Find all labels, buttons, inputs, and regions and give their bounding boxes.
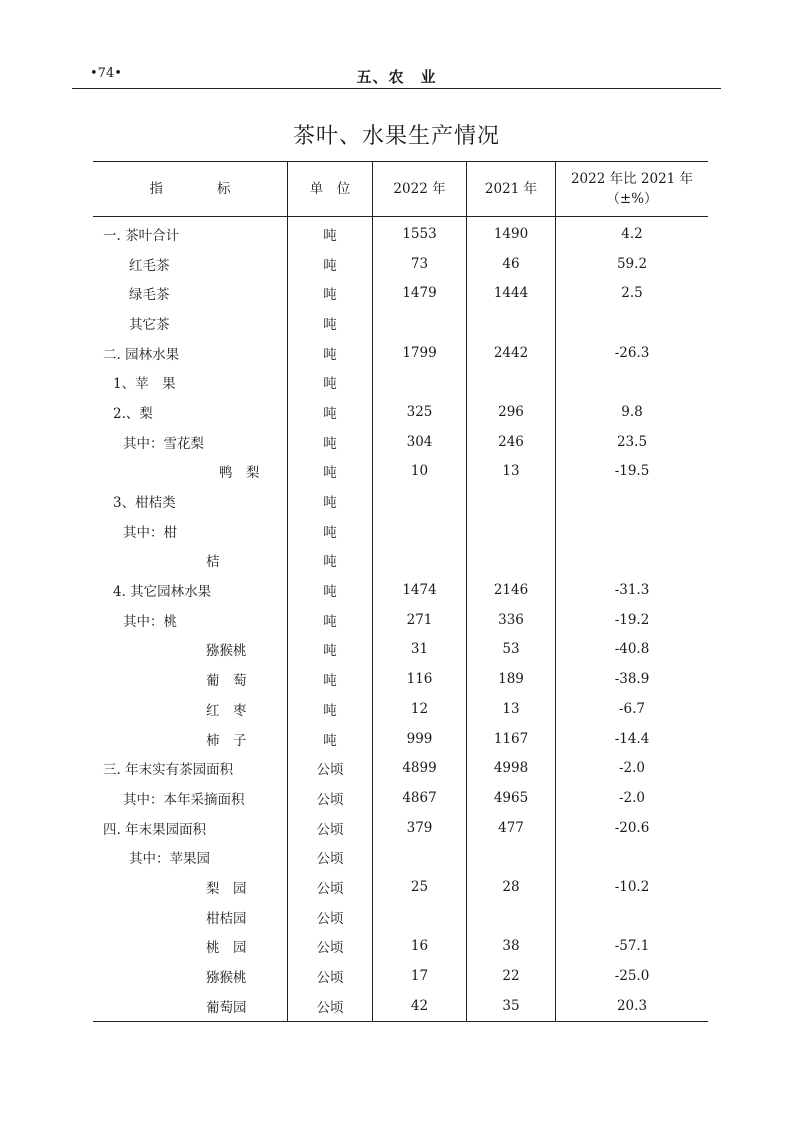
row-value-2022: 304 [373,427,467,457]
row-label: 其它茶 [129,316,170,333]
table-row [93,783,708,813]
row-value-2021: 46 [467,249,556,279]
table-row [93,486,708,516]
row-label: 其中：雪花梨 [123,435,204,452]
row-label: 3、柑桔类 [113,495,176,512]
header-change [556,162,709,217]
row-value-2021: 477 [467,813,556,843]
row-value-2021: 28 [467,872,556,902]
row-change: 2.5 [556,278,709,308]
row-change [556,486,709,516]
header-indicator: 指 标 [93,162,288,217]
row-value-2022: 379 [373,813,467,843]
row-value-2022: 1474 [373,575,467,605]
row-change: -2.0 [556,753,709,783]
table-row [93,842,708,872]
row-value-2021 [467,367,556,397]
header-change-line2: （±%） [606,191,658,207]
row-value-2022: 10 [373,457,467,487]
row-value-2022: 1799 [373,338,467,368]
row-unit: 吨 [288,664,373,694]
row-label: 二. 园林水果 [103,346,180,363]
row-label: 桔 [206,554,220,571]
row-unit: 吨 [288,338,373,368]
table-row [93,753,708,783]
row-label: 其中：本年采摘面积 [123,791,245,808]
table-row [93,278,708,308]
row-change: -19.5 [556,457,709,487]
row-unit: 公顷 [288,932,373,962]
row-value-2021: 13 [467,694,556,724]
row-label: 三. 年末实有茶园面积 [103,762,234,779]
row-label: 其中：桃 [123,613,177,630]
row-value-2021: 1167 [467,724,556,754]
table-row [93,694,708,724]
row-label: 猕猴桃 [206,970,247,987]
table-row [93,516,708,546]
row-unit: 吨 [288,457,373,487]
row-change [556,308,709,338]
table-row [93,308,708,338]
row-value-2022: 31 [373,635,467,665]
table-row [93,427,708,457]
row-label: 绿毛茶 [129,287,170,304]
row-change: -6.7 [556,694,709,724]
row-unit: 公顷 [288,813,373,843]
row-value-2022: 4867 [373,783,467,813]
row-label: 葡 萄 [206,673,247,690]
row-value-2022: 12 [373,694,467,724]
row-value-2022: 1553 [373,217,467,249]
row-change: 9.8 [556,397,709,427]
row-value-2022 [373,546,467,576]
row-value-2021: 296 [467,397,556,427]
row-unit: 吨 [288,308,373,338]
row-unit: 吨 [288,605,373,635]
row-value-2022 [373,486,467,516]
page-number: •74• [90,66,122,81]
table-row [93,872,708,902]
row-label: 4. 其它园林水果 [113,584,212,601]
row-value-2021: 189 [467,664,556,694]
row-value-2022: 999 [373,724,467,754]
row-value-2021 [467,546,556,576]
row-unit: 吨 [288,249,373,279]
row-value-2022: 25 [373,872,467,902]
row-value-2022 [373,842,467,872]
row-value-2021: 53 [467,635,556,665]
row-change: -14.4 [556,724,709,754]
row-change: -38.9 [556,664,709,694]
row-value-2021: 38 [467,932,556,962]
header-2021: 2021 年 [467,162,556,217]
row-label: 葡萄园 [93,991,288,1021]
row-label: 猕猴桃 [206,643,247,660]
row-unit: 公顷 [288,872,373,902]
row-change: -31.3 [556,575,709,605]
header-rule [72,88,721,89]
table-row [93,457,708,487]
row-unit: 吨 [288,575,373,605]
row-value-2021 [467,516,556,546]
row-change [556,546,709,576]
row-unit: 吨 [288,367,373,397]
row-label: 鸭 梨 [219,465,260,482]
row-unit: 公顷 [288,753,373,783]
row-value-2022 [373,902,467,932]
row-unit: 公顷 [288,991,373,1021]
row-value-2022: 1479 [373,278,467,308]
table-header-row [93,162,708,217]
table-row [93,902,708,932]
table-row [93,932,708,962]
row-label: 柿 子 [206,732,247,749]
row-change: -20.6 [556,813,709,843]
row-unit: 吨 [288,724,373,754]
row-value-2022: 4899 [373,753,467,783]
table-row [93,546,708,576]
row-value-2021: 336 [467,605,556,635]
row-value-2021: 4998 [467,753,556,783]
row-label: 一. 茶叶合计 [103,227,180,244]
table-row [93,397,708,427]
row-change: 59.2 [556,249,709,279]
table-row [93,724,708,754]
row-value-2022: 16 [373,932,467,962]
row-label: 红毛茶 [129,257,170,274]
row-value-2021 [467,486,556,516]
row-unit: 公顷 [288,842,373,872]
table-row [93,367,708,397]
row-value-2021: 1490 [467,217,556,249]
row-unit: 吨 [288,516,373,546]
section-title: 五、农 业 [356,68,437,86]
row-change [556,842,709,872]
table-row [93,249,708,279]
row-unit: 吨 [288,694,373,724]
table-row [93,338,708,368]
row-label: 四. 年末果园面积 [103,821,207,838]
row-change: 20.3 [556,991,709,1021]
row-value-2022 [373,367,467,397]
row-label: 桃 园 [206,940,247,957]
row-value-2021: 246 [467,427,556,457]
header-unit: 单 位 [288,162,373,217]
table-row [93,217,708,249]
row-value-2021: 2146 [467,575,556,605]
row-change: 4.2 [556,217,709,249]
row-unit: 公顷 [288,961,373,991]
table-row [93,991,708,1021]
row-label: 其中：柑 [123,524,177,541]
row-value-2021: 4965 [467,783,556,813]
row-change [556,367,709,397]
table-row [93,813,708,843]
row-value-2021 [467,902,556,932]
table-row [93,961,708,991]
row-change: 23.5 [556,427,709,457]
row-value-2021: 13 [467,457,556,487]
row-label: 其中：苹果园 [129,851,210,868]
row-unit: 吨 [288,217,373,249]
row-value-2022: 73 [373,249,467,279]
row-unit: 吨 [288,486,373,516]
row-value-2022: 17 [373,961,467,991]
row-change: -10.2 [556,872,709,902]
header-2022: 2022 年 [373,162,467,217]
table-row [93,635,708,665]
row-value-2021: 2442 [467,338,556,368]
row-unit: 吨 [288,635,373,665]
row-value-2022: 271 [373,605,467,635]
row-value-2022: 42 [373,991,467,1021]
table-title: 茶叶、水果生产情况 [292,124,500,149]
row-value-2022: 116 [373,664,467,694]
row-change: -57.1 [556,932,709,962]
row-value-2021 [467,308,556,338]
row-unit: 吨 [288,427,373,457]
row-label: 2.、梨 [113,405,153,422]
row-change: -26.3 [556,338,709,368]
header-change-line1: 2022 年比 2021 年 [570,171,694,187]
production-table [93,161,708,1022]
row-value-2021 [467,842,556,872]
row-change: -2.0 [556,783,709,813]
row-unit: 公顷 [288,902,373,932]
row-change: -40.8 [556,635,709,665]
row-change [556,516,709,546]
row-label: 1、苹 果 [113,376,176,393]
row-label: 红 枣 [206,702,247,719]
row-value-2022: 325 [373,397,467,427]
row-change: -25.0 [556,961,709,991]
row-change [556,902,709,932]
row-unit: 公顷 [288,783,373,813]
row-value-2021: 1444 [467,278,556,308]
row-label: 梨 园 [206,880,247,897]
table-body [93,217,708,1022]
table-row [93,605,708,635]
row-value-2021: 22 [467,961,556,991]
row-value-2021: 35 [467,991,556,1021]
row-value-2022 [373,308,467,338]
table-row [93,575,708,605]
row-unit: 吨 [288,397,373,427]
row-unit: 吨 [288,546,373,576]
page-header [72,66,721,86]
row-value-2022 [373,516,467,546]
row-change: -19.2 [556,605,709,635]
row-label: 柑桔园 [206,910,247,927]
row-unit: 吨 [288,278,373,308]
table-row [93,664,708,694]
